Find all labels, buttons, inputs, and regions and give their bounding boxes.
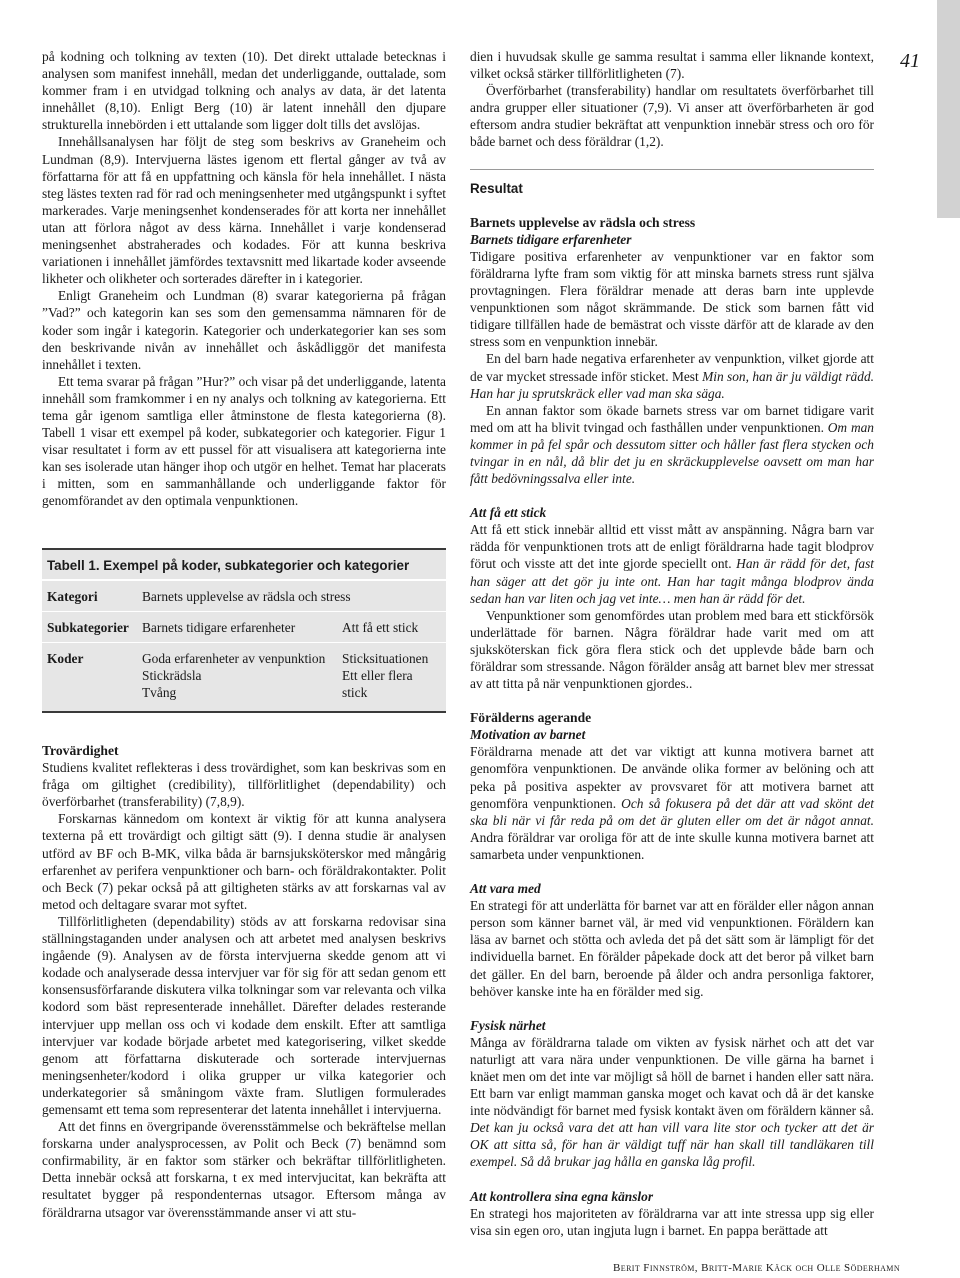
row-label: Subkategorier bbox=[47, 620, 129, 635]
row-label: Koder bbox=[47, 651, 84, 666]
subsection-heading: Motivation av barnet bbox=[470, 727, 586, 743]
paragraph: Tidigare positiva erfarenheter av venpunktioner var en faktor som föräldrarna lyfte fram som viktig för att minska barnets stress runt själva provtagningen. Flera föräldrar menade att deras barn inte upplevde venpunktionen som något skrämmande. De stick som barnen fått vid tidigare tillfällen hade de bemästrat och visste därför att de klarade av den stress som en venpunktion innebär. bbox=[470, 248, 874, 350]
paragraph: Forskarnas kännedom om kontext är viktig för att kunna analysera texterna på ett trovärdigt och giltigt sätt (9). I denna studie är analysen utförd av BF och B-MK, vilka båda är barnsjuksköterskor med mångårig erfarenhet av perifera venpunktioner och barn- och föräldrakontakter. Polit och Beck (7) pekar också på att giltigheten stärks av att forskarnas val av metod och deltagare svarar mot syftet. bbox=[42, 811, 446, 912]
code: Sticksituationen bbox=[342, 651, 429, 666]
subsection-heading: Att få ett stick bbox=[470, 505, 547, 521]
table-caption: Tabell 1. Exempel på koder, subkategorier och kategorier bbox=[47, 558, 410, 573]
left-column bbox=[42, 48, 446, 510]
left-column-lower bbox=[42, 742, 446, 1221]
paragraph: En strategi hos majoriteten av föräldrarna var att inte stressa upp sig eller visa sin egen oro, utan ingjuta lugn i barnet. En pappa berättade att bbox=[470, 1205, 874, 1238]
code: Stickrädsla bbox=[142, 668, 202, 683]
section-heading: Barnets upplevelse av rädsla och stress bbox=[470, 214, 696, 230]
paragraph: Ett tema svarar på frågan ”Hur?” och visar på det underliggande, latenta innehåll som framkommer i en ny analys och tolkning av kategorierna. Ett tema går igenom samtliga eller åtminstone de flesta kategorierna (8). Tabell 1 visar ett exempel på koder, subkategorier och kategorier. Figur 1 visar resultatet i form av ett pussel för att visualisera att kategorierna inte kan ses isolerade utan hänger ihop och utgör en helhet. Temat har placerats i mitten, som en sammanhållande och underliggande faktor för genomförandet av den optimala venpunktionen. bbox=[42, 373, 446, 509]
paragraph: dien i huvudsak skulle ge samma resultat i samma eller liknande kontext, vilket också stärker tillförlitligheten (7). bbox=[470, 49, 874, 82]
subsection-heading: Att vara med bbox=[470, 881, 541, 897]
quote: Han är rädd för det, fast han säger att det gör ju inte ont. Han har tagit många blodprov ända sedan han var liten och jag vet inte… men han är rädd för det. bbox=[470, 556, 874, 606]
paragraph: Många av föräldrarna talade om vikten av fysisk närhet och att det var naturligt att vara nära under venpunktionen. De ville gärna ha barnet i knäet men om det inte var möjligt så höll de barnet i handen eller satt nära. Ett barn var enligt mamman ganska moget och kavat och då är det kanske inte nödvändigt för barnet med fysisk kontakt även om föräldern känner så. Det kan ju också vara det att han vill vara lite stor och tycker att det är OK att sitta så, för han är väldigt tuff när han skall till tandläkaren till exempel. Så då brukar jag hålla en ganska låg profil. bbox=[470, 1034, 874, 1170]
page-number: 41 bbox=[900, 50, 920, 72]
cell: Barnets tidigare erfarenheter bbox=[142, 620, 296, 635]
code: Tvång bbox=[142, 685, 177, 700]
subsection-heading: Fysisk närhet bbox=[470, 1017, 546, 1033]
paragraph: Överförbarhet (transferability) handlar om resultatets överförbarhet till andra grupper eller situationer (7,9). Vi anser att överförbarheten är god eftersom andra studier bekräftat att venpunktion innebär stress och oro för både barnet och dess föräldrar (1,2). bbox=[470, 83, 874, 150]
row-label: Kategori bbox=[47, 589, 98, 604]
paragraph: En del barn hade negativa erfarenheter av venpunktion, vilket gjorde att de var mycket stressade inför sticket. Mest Min son, han är ju väldigt rädd. Han har ju sprutskräck eller vad man ska säga. bbox=[470, 351, 874, 401]
quote: Min son, han är ju väldigt rädd. Han har ju sprutskräck eller vad man ska säga. bbox=[470, 368, 874, 401]
side-tab bbox=[937, 0, 960, 218]
quote: Om man kommer in på fel spår och dessutom sitter och håller fast flera stycken och tvingar in en nål, då blir det ju en skräckupplevelse oavsett om man har fått bedövningssalva eller inte. bbox=[470, 419, 874, 487]
subsection-heading: Att kontrollera sina egna känslor bbox=[470, 1188, 654, 1204]
table-row bbox=[42, 611, 446, 642]
paragraph: Att få ett stick innebär alltid ett visst mått av anspänning. Några barn var rädda för venpunktionen trots att de enligt föräldrarna hade tagit blodprov förut och visste att det inte gjorde speciellt ont. Han är rädd för det, fast han säger att det gör ju inte ont. Han har tagit många blodprov ända sedan han var liten och jag vet inte… men han är rädd för det. bbox=[470, 522, 874, 606]
cell: Att få ett stick bbox=[342, 620, 419, 635]
cell: Barnets upplevelse av rädsla och stress bbox=[142, 589, 351, 604]
paragraph: på kodning och tolkning av texten (10). Det direkt uttalade betecknas i analysen som manifest innehåll, medan det underliggande, outtalade, som kommer fram i en utvidgad tolkning och analys av data, är det latenta innehållet (8,10). Enligt Berg (10) är latent innehåll den djupare strukturella innebörden i ett uttalande som ligger dolt tills det avslöjas. bbox=[42, 49, 446, 133]
right-column bbox=[470, 48, 874, 1239]
code: Goda erfarenheter av venpunktion bbox=[142, 651, 326, 666]
table-row bbox=[42, 579, 446, 611]
paragraph: Tillförlitligheten (dependability) stöds av att forskarna redovisar sina ställningstaganden under analysen och att arbetet med analysen beskrivs ingående (9). Analysen av de första intervjuerna skedde genom att vi kodade och analyserade dessa intervjuer var för sig för att sedan genom ett konsensusförfarande diskutera vilka tolkningar som var relevanta och vilka kodord som bäst representerade innehållet. Därefter delades resterande intervjuer upp mellan oss och vi kodade dem enskilt. Efter att samtliga intervjuer var kodade började arbetet med kategorisering, vilket skedde genom att författarna diskuterade och sorterade intervjuernas meningsenheter/kodord i olika grupper ur vilka kategorier och underkategorier så småningom växte fram. Slutligen formulerades gemensamt ett tema som representerar det latenta innehållet i intervjuerna. bbox=[42, 913, 446, 1117]
subsection-heading: Barnets tidigare erfarenheter bbox=[470, 231, 632, 247]
paragraph: En strategi för att underlätta för barnet var att en förälder eller någon annan person som känner barnet väl, är med vid venpunktionen. Föräldern kan läsa av barnet och stötta och avleda det på det sätt som är lämpligt för det individuella barnet. En förälder påpekade dock att det beror på vilket barn det gäller. En del barn, beroende på ålder och andra personliga faktorer, behöver kanske inte ha en förälder med sig. bbox=[470, 898, 874, 999]
code: Ett eller flera stick bbox=[342, 668, 413, 700]
results-heading: Resultat bbox=[470, 180, 523, 196]
paragraph: Att det finns en övergripande överensstämmelse och bekräftelse mellan forskarna under analysprocessen, av Polit och Beck (7) benämnd som confirmability, är en faktor som stärker och bekräftar tillförlitligheten. Detta innebär också att forskarna, t ex med intervjucitat, kan bekräfta att resultatet bygger på respondenternas utsagor. Eftersom många av föräldrarna utsagor var överensstämmande anser vi att stu- bbox=[42, 1119, 446, 1220]
paragraph: Föräldrarna menade att det var viktigt att kunna motivera barnet att genomföra venpunktionen. De använde olika former av belöning och att peka på positiva aspekter av provsvaret för att motivera barnet att genomföra venpunktionen. Och så fokusera på det där att vad skönt det ska bli när vi får reda på om det är gluten eller om det är något annat. Andra föräldrar var oroliga för att de inte skulle kunna motivera barnet att samarbeta under venpunktionen. bbox=[470, 744, 874, 862]
quote: Det kan ju också vara det att han vill vara lite stor och tycker att det är OK att sitta så, för han är väldigt tuff när han skall till tandläkaren till exempel. Så då brukar jag hålla en ganska låg profil. bbox=[470, 1120, 874, 1170]
paragraph: Enligt Graneheim och Lundman (8) svarar kategorierna på frågan ”Vad?” och kategorin kan ses som den gemensamma nämnaren för de koder som ingår i kategorin. Kategorier och underkategorier kan ses som den beskrivande nivån av innehållet och åskådliggör det manifesta innehållet i texten. bbox=[42, 288, 446, 372]
table-1 bbox=[42, 548, 446, 713]
paragraph: Venpunktioner som genomfördes utan problem med bara ett stickförsök underlättade för barnen. Några föräldrar hade varit med om att sjuksköterskan fick göra flera stick och det upplevde både barn och föräldrar som stressande. Någon förälder ansåg att barnet blev mer stressat av att titta på när venpunktionen gjordes.. bbox=[470, 607, 874, 692]
footer-authors: Berit Finnström, Britt-Marie Käck och Olle Söderhamn bbox=[613, 1262, 900, 1274]
paragraph: Innehållsanalysen har följt de steg som beskrivs av Graneheim och Lundman (8,9). Intervjuerna lästes igenom ett flertal gånger av två av författarna för att få en uppfattning och känsla för hela innehållet. I nästa steg lästes texten rad för rad och meningsenheter med utgångspunkt i syftet markerades. Varje meningsenhet kondenserades för att korta ner innehållet utan att förlora något av dess kärna. Innehållet i varje kondenserad meningsenhet abstraherades och kodades. För att kunna beskriva variationen i innehållet jämfördes textavsnitt med likartade koder avseende likheter och olikheter och sorterades därefter in i kategorier. bbox=[42, 134, 446, 287]
paragraph: Studiens kvalitet reflekteras i dess trovärdighet, som kan beskrivas som en fråga om giltighet (credibility), tillförlitlighet (dependability) och överförbarhet (transferability) (7,8,9). bbox=[42, 760, 446, 810]
section-heading: Trovärdighet bbox=[42, 743, 119, 758]
section-divider bbox=[470, 169, 874, 197]
paragraph: En annan faktor som ökade barnets stress var om barnet tidigare varit med om att ha blivit tvingad och fasthållen under venpunktionen. Om man kommer in på fel spår och dessutom sitter och håller fast flera stycken och tvingar in en nål, då blir det ju en skräckupplevelse oavsett om man har fått bedövningssalva eller inte. bbox=[470, 402, 874, 487]
quote: Och så fokusera på det där att vad skönt det ska bli när vi får reda på om det är gluten eller om det är något annat. bbox=[470, 795, 874, 828]
cell bbox=[342, 650, 441, 701]
section-heading: Förälderns agerande bbox=[470, 710, 592, 726]
table-row bbox=[42, 642, 446, 707]
cell bbox=[142, 650, 342, 701]
